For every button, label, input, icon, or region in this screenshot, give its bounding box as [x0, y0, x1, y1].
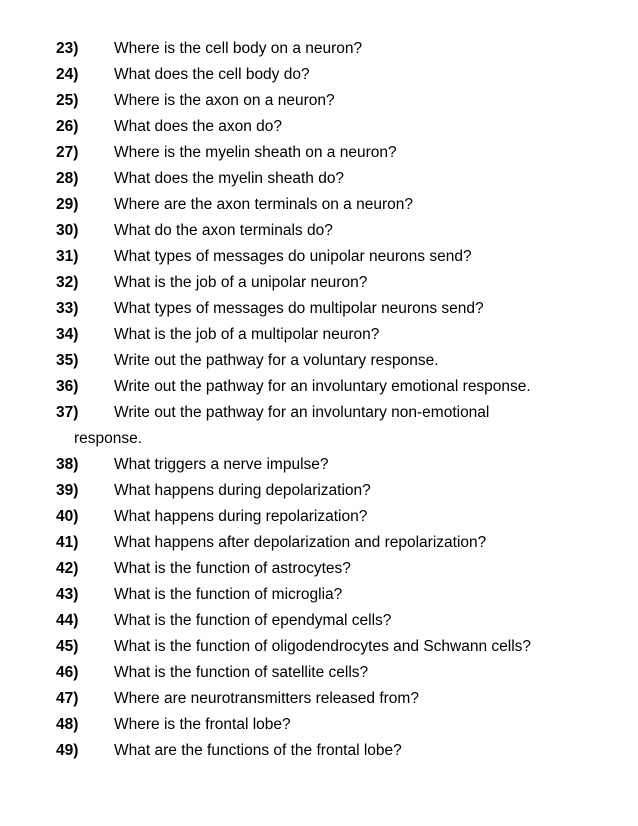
question-number: 49) — [56, 742, 79, 759]
question-text: Write out the pathway for an involuntary non-emotional — [114, 404, 490, 421]
question-item — [56, 452, 616, 478]
question-item — [56, 218, 616, 244]
question-number: 44) — [56, 612, 79, 629]
question-text: Where is the axon on a neuron? — [114, 92, 335, 109]
question-number: 41) — [56, 534, 79, 551]
question-item — [56, 244, 616, 270]
question-number: 36) — [56, 378, 79, 395]
question-number: 24) — [56, 66, 79, 83]
question-number: 33) — [56, 300, 79, 317]
question-number: 28) — [56, 170, 79, 187]
question-item — [56, 140, 616, 166]
question-item — [56, 322, 616, 348]
question-number: 37) — [56, 404, 79, 421]
question-item — [56, 166, 616, 192]
question-number: 47) — [56, 690, 79, 707]
question-item — [56, 478, 616, 504]
question-text: What triggers a nerve impulse? — [114, 456, 329, 473]
question-number: 39) — [56, 482, 79, 499]
question-number: 42) — [56, 560, 79, 577]
question-number: 29) — [56, 196, 79, 213]
question-item — [56, 114, 616, 140]
question-item — [56, 712, 616, 738]
question-text: What is the job of a multipolar neuron? — [114, 326, 380, 343]
question-text: What types of messages do unipolar neurons send? — [114, 248, 472, 265]
question-item — [56, 296, 616, 322]
question-text: What does the cell body do? — [114, 66, 310, 83]
question-item — [56, 88, 616, 114]
question-number: 43) — [56, 586, 79, 603]
question-item — [56, 348, 616, 374]
question-number: 23) — [56, 40, 79, 57]
question-text: What types of messages do multipolar neurons send? — [114, 300, 484, 317]
question-text: What happens during repolarization? — [114, 508, 368, 525]
question-item — [56, 686, 616, 712]
question-number: 27) — [56, 144, 79, 161]
question-text: Where are neurotransmitters released from? — [114, 690, 419, 707]
question-number: 25) — [56, 92, 79, 109]
question-number: 38) — [56, 456, 79, 473]
question-number: 26) — [56, 118, 79, 135]
question-list — [56, 36, 616, 764]
question-item — [56, 608, 616, 634]
question-text: What is the function of oligodendrocytes and Schwann cells? — [114, 638, 532, 655]
question-number: 46) — [56, 664, 79, 681]
question-item — [56, 738, 616, 764]
question-item — [56, 582, 616, 608]
question-number: 34) — [56, 326, 79, 343]
question-text: Where is the frontal lobe? — [114, 716, 291, 733]
question-text: What is the function of astrocytes? — [114, 560, 351, 577]
question-text: What is the function of microglia? — [114, 586, 343, 603]
question-text: Write out the pathway for an involuntary emotional response. — [114, 378, 531, 395]
question-number: 30) — [56, 222, 79, 239]
question-number: 32) — [56, 274, 79, 291]
question-text: Where is the cell body on a neuron? — [114, 40, 363, 57]
question-text: What is the function of ependymal cells? — [114, 612, 392, 629]
question-text: What does the myelin sheath do? — [114, 170, 345, 187]
question-text-continuation: response. — [74, 430, 143, 447]
question-item — [56, 400, 616, 452]
question-number: 48) — [56, 716, 79, 733]
question-item — [56, 192, 616, 218]
question-item — [56, 374, 616, 400]
question-text: Write out the pathway for a voluntary response. — [114, 352, 439, 369]
question-number: 35) — [56, 352, 79, 369]
question-number: 45) — [56, 638, 79, 655]
question-text: What is the job of a unipolar neuron? — [114, 274, 368, 291]
question-item — [56, 62, 616, 88]
question-number: 31) — [56, 248, 79, 265]
question-text: Where is the myelin sheath on a neuron? — [114, 144, 397, 161]
question-item — [56, 270, 616, 296]
question-item — [56, 530, 616, 556]
question-text: What happens during depolarization? — [114, 482, 371, 499]
question-item — [56, 556, 616, 582]
question-text: What does the axon do? — [114, 118, 283, 135]
question-item — [56, 504, 616, 530]
question-text: What are the functions of the frontal lobe? — [114, 742, 402, 759]
question-number: 40) — [56, 508, 79, 525]
question-text: What is the function of satellite cells? — [114, 664, 369, 681]
question-item — [56, 660, 616, 686]
question-text: What happens after depolarization and repolarization? — [114, 534, 487, 551]
question-text: Where are the axon terminals on a neuron? — [114, 196, 413, 213]
question-item — [56, 634, 616, 660]
question-text: What do the axon terminals do? — [114, 222, 333, 239]
question-item — [56, 36, 616, 62]
